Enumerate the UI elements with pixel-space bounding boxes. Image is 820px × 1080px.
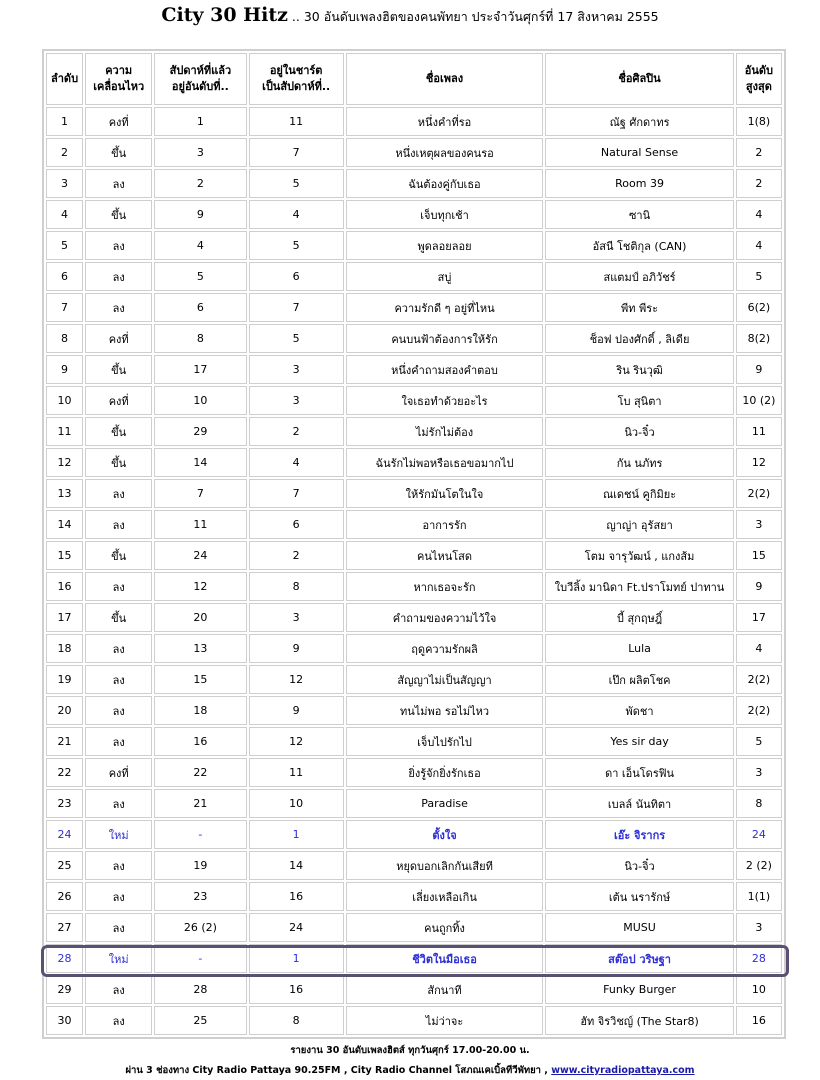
cell-rank: 26 — [46, 882, 83, 911]
cell-rank: 12 — [46, 448, 83, 477]
cell-song: ความรักดี ๆ อยู่ที่ไหน — [346, 293, 544, 322]
header-peak: อันดับ สูงสุด — [736, 53, 782, 105]
cell-rank: 11 — [46, 417, 83, 446]
cell-last-week: 19 — [154, 851, 246, 880]
cell-movement: ลง — [85, 975, 152, 1004]
cell-peak: 2 — [736, 169, 782, 198]
cell-rank: 17 — [46, 603, 83, 632]
table-row — [46, 851, 782, 880]
cell-weeks-on-chart: 2 — [249, 541, 344, 570]
cell-artist: ณเดชน์ คูกิมิยะ — [545, 479, 734, 508]
cell-artist: เบลล์ นันทิตา — [545, 789, 734, 818]
cell-movement: ลง — [85, 510, 152, 539]
cell-rank: 13 — [46, 479, 83, 508]
cell-rank: 9 — [46, 355, 83, 384]
cell-song: หนึ่งคำถามสองคำตอบ — [346, 355, 544, 384]
cell-song: ให้รักมันโตในใจ — [346, 479, 544, 508]
cell-weeks-on-chart: 6 — [249, 262, 344, 291]
cell-rank: 29 — [46, 975, 83, 1004]
cell-rank: 10 — [46, 386, 83, 415]
table-row — [46, 355, 782, 384]
cell-movement: ขึ้น — [85, 541, 152, 570]
cell-peak: 8 — [736, 789, 782, 818]
table-row — [46, 293, 782, 322]
cell-rank: 16 — [46, 572, 83, 601]
cell-last-week: 18 — [154, 696, 246, 725]
cell-movement: ลง — [85, 231, 152, 260]
title-subtitle: .. 30 อันดับเพลงฮิตของคนพัทยา ประจำวันศุกร์ที่ 17 สิงหาคม 2555 — [287, 9, 659, 24]
cell-artist: พีท พีระ — [545, 293, 734, 322]
cell-weeks-on-chart: 24 — [249, 913, 344, 942]
cell-movement: ลง — [85, 572, 152, 601]
cell-peak: 1(8) — [736, 107, 782, 136]
header-rank: ลำดับ — [46, 53, 83, 105]
cell-last-week: 4 — [154, 231, 246, 260]
cell-peak: 4 — [736, 231, 782, 260]
cell-artist: อัสนี โชติกุล (CAN) — [545, 231, 734, 260]
table-row — [46, 727, 782, 756]
cell-rank: 5 — [46, 231, 83, 260]
cell-artist: Funky Burger — [545, 975, 734, 1004]
cell-last-week: 16 — [154, 727, 246, 756]
cell-movement: ลง — [85, 665, 152, 694]
cell-weeks-on-chart: 11 — [249, 107, 344, 136]
cell-artist: สต๊อป วริษฐา — [545, 944, 734, 973]
cell-last-week: 13 — [154, 634, 246, 663]
cell-rank: 28 — [46, 944, 83, 973]
cell-rank: 3 — [46, 169, 83, 198]
cell-artist: Yes sir day — [545, 727, 734, 756]
cell-peak: 16 — [736, 1006, 782, 1035]
title-brand: City 30 Hitz — [161, 4, 288, 26]
footer-website-link[interactable]: www.cityradiopattaya.com — [551, 1065, 695, 1076]
cell-weeks-on-chart: 5 — [249, 231, 344, 260]
cell-song: พูดลอยลอย — [346, 231, 544, 260]
cell-movement: ลง — [85, 169, 152, 198]
cell-last-week: 14 — [154, 448, 246, 477]
cell-movement: ลง — [85, 293, 152, 322]
cell-song: คนบนฟ้าต้องการให้รัก — [346, 324, 544, 353]
cell-peak: 3 — [736, 913, 782, 942]
cell-movement: ลง — [85, 479, 152, 508]
cell-peak: 24 — [736, 820, 782, 849]
cell-last-week: 3 — [154, 138, 246, 167]
cell-artist: เต้น นรารักษ์ — [545, 882, 734, 911]
cell-peak: 10 — [736, 975, 782, 1004]
cell-artist: MUSU — [545, 913, 734, 942]
cell-artist: พัดชา — [545, 696, 734, 725]
cell-artist: โบ สุนิตา — [545, 386, 734, 415]
cell-weeks-on-chart: 7 — [249, 138, 344, 167]
cell-rank: 27 — [46, 913, 83, 942]
cell-peak: 9 — [736, 572, 782, 601]
cell-last-week: 15 — [154, 665, 246, 694]
cell-peak: 5 — [736, 727, 782, 756]
cell-last-week: 10 — [154, 386, 246, 415]
table-row — [46, 665, 782, 694]
cell-song: ชีวิตในมือเธอ — [346, 944, 544, 973]
cell-weeks-on-chart: 6 — [249, 510, 344, 539]
cell-artist: นิว-จิ๋ว — [545, 851, 734, 880]
table-row — [46, 417, 782, 446]
cell-song: ไม่ว่าจะ — [346, 1006, 544, 1035]
cell-peak: 3 — [736, 510, 782, 539]
cell-song: ฤดูความรักผลิ — [346, 634, 544, 663]
cell-movement: ลง — [85, 262, 152, 291]
table-row — [46, 262, 782, 291]
cell-movement: ขึ้น — [85, 200, 152, 229]
cell-artist: สแตมป์ อภิวัชร์ — [545, 262, 734, 291]
cell-movement: ลง — [85, 1006, 152, 1035]
cell-weeks-on-chart: 1 — [249, 944, 344, 973]
cell-last-week: 25 — [154, 1006, 246, 1035]
cell-song: คำถามของความไว้ใจ — [346, 603, 544, 632]
cell-rank: 22 — [46, 758, 83, 787]
cell-song: หนึ่งคำที่รอ — [346, 107, 544, 136]
cell-song: ทนไม่พอ รอไม่ไหว — [346, 696, 544, 725]
cell-rank: 23 — [46, 789, 83, 818]
cell-artist: ฮัท จิรวิชญ์ (The Star8) — [545, 1006, 734, 1035]
cell-rank: 1 — [46, 107, 83, 136]
table-row — [46, 169, 782, 198]
cell-weeks-on-chart: 12 — [249, 665, 344, 694]
cell-weeks-on-chart: 5 — [249, 169, 344, 198]
cell-last-week: - — [154, 944, 246, 973]
cell-artist: ซานิ — [545, 200, 734, 229]
cell-rank: 8 — [46, 324, 83, 353]
cell-peak: 2 — [736, 138, 782, 167]
cell-song: Paradise — [346, 789, 544, 818]
cell-rank: 7 — [46, 293, 83, 322]
cell-peak: 11 — [736, 417, 782, 446]
header-song: ชื่อเพลง — [346, 53, 544, 105]
cell-rank: 21 — [46, 727, 83, 756]
cell-song: ไม่รักไม่ต้อง — [346, 417, 544, 446]
cell-peak: 8(2) — [736, 324, 782, 353]
cell-artist: Natural Sense — [545, 138, 734, 167]
cell-last-week: 1 — [154, 107, 246, 136]
cell-artist: เป๊ก ผลิตโชค — [545, 665, 734, 694]
cell-weeks-on-chart: 4 — [249, 200, 344, 229]
cell-last-week: 24 — [154, 541, 246, 570]
cell-weeks-on-chart: 7 — [249, 293, 344, 322]
highlight-box-row-28 — [41, 945, 789, 977]
cell-movement: ลง — [85, 882, 152, 911]
cell-weeks-on-chart: 3 — [249, 603, 344, 632]
cell-movement: ลง — [85, 851, 152, 880]
cell-weeks-on-chart: 1 — [249, 820, 344, 849]
cell-peak: 2(2) — [736, 696, 782, 725]
cell-weeks-on-chart: 3 — [249, 386, 344, 415]
cell-last-week: 12 — [154, 572, 246, 601]
chart-table — [44, 51, 784, 1037]
cell-song: ใจเธอทำด้วยอะไร — [346, 386, 544, 415]
cell-weeks-on-chart: 16 — [249, 975, 344, 1004]
table-row — [46, 696, 782, 725]
cell-rank: 14 — [46, 510, 83, 539]
cell-movement: ใหม่ — [85, 820, 152, 849]
cell-last-week: 8 — [154, 324, 246, 353]
cell-peak: 6(2) — [736, 293, 782, 322]
cell-song: คนไหนโสด — [346, 541, 544, 570]
cell-peak: 17 — [736, 603, 782, 632]
cell-last-week: 20 — [154, 603, 246, 632]
cell-artist: ญาญ่า อุรัสยา — [545, 510, 734, 539]
table-row — [46, 603, 782, 632]
table-row — [46, 975, 782, 1004]
cell-artist: Room 39 — [545, 169, 734, 198]
cell-peak: 28 — [736, 944, 782, 973]
cell-last-week: 2 — [154, 169, 246, 198]
cell-song: ยิ่งรู้จักยิ่งรักเธอ — [346, 758, 544, 787]
cell-movement: คงที่ — [85, 324, 152, 353]
cell-weeks-on-chart: 9 — [249, 696, 344, 725]
table-row — [46, 820, 782, 849]
cell-artist: ณัฐ ศักดาทร — [545, 107, 734, 136]
cell-rank: 2 — [46, 138, 83, 167]
cell-movement: ขึ้น — [85, 138, 152, 167]
table-row — [46, 231, 782, 260]
cell-movement: คงที่ — [85, 107, 152, 136]
cell-artist: ช็อฟ ปองศักดิ์ , ลิเดีย — [545, 324, 734, 353]
page-title — [0, 4, 820, 27]
table-row — [46, 572, 782, 601]
table-row — [46, 758, 782, 787]
footer-channels: ผ่าน 3 ช่องทาง City Radio Pattaya 90.25FM , City Radio Channel โสภณเคเบิ้ลทีวีพัทยา , — [125, 1065, 552, 1076]
footer-line-2 — [0, 1063, 820, 1078]
cell-song: หนึ่งเหตุผลของคนรอ — [346, 138, 544, 167]
cell-movement: คงที่ — [85, 758, 152, 787]
table-row — [46, 324, 782, 353]
cell-rank: 20 — [46, 696, 83, 725]
cell-song: สักนาที — [346, 975, 544, 1004]
cell-last-week: 5 — [154, 262, 246, 291]
cell-song: ฉันต้องคู่กับเธอ — [346, 169, 544, 198]
cell-movement: ลง — [85, 913, 152, 942]
cell-artist: Lula — [545, 634, 734, 663]
cell-rank: 24 — [46, 820, 83, 849]
cell-song: ฉันรักไม่พอหรือเธอขอมากไป — [346, 448, 544, 477]
table-row — [46, 448, 782, 477]
cell-peak: 5 — [736, 262, 782, 291]
cell-peak: 4 — [736, 634, 782, 663]
cell-artist: บี้ สุกฤษฎิ์ — [545, 603, 734, 632]
cell-peak: 12 — [736, 448, 782, 477]
cell-rank: 15 — [46, 541, 83, 570]
table-row — [46, 386, 782, 415]
table-row — [46, 107, 782, 136]
cell-weeks-on-chart: 10 — [249, 789, 344, 818]
cell-movement: คงที่ — [85, 386, 152, 415]
cell-song: หยุดบอกเลิกกันเสียที — [346, 851, 544, 880]
cell-movement: ขึ้น — [85, 417, 152, 446]
cell-last-week: 29 — [154, 417, 246, 446]
cell-artist: เอ๊ะ จิรากร — [545, 820, 734, 849]
cell-weeks-on-chart: 14 — [249, 851, 344, 880]
cell-song: สบู่ — [346, 262, 544, 291]
table-row — [46, 1006, 782, 1035]
cell-weeks-on-chart: 12 — [249, 727, 344, 756]
cell-weeks-on-chart: 8 — [249, 1006, 344, 1035]
cell-song: สัญญาไม่เป็นสัญญา — [346, 665, 544, 694]
cell-rank: 25 — [46, 851, 83, 880]
cell-artist: กัน นภัทร — [545, 448, 734, 477]
table-row — [46, 634, 782, 663]
cell-weeks-on-chart: 7 — [249, 479, 344, 508]
cell-rank: 30 — [46, 1006, 83, 1035]
table-row — [46, 510, 782, 539]
cell-last-week: - — [154, 820, 246, 849]
cell-artist: นิว-จิ๋ว — [545, 417, 734, 446]
cell-movement: ลง — [85, 789, 152, 818]
cell-peak: 2(2) — [736, 665, 782, 694]
cell-peak: 2(2) — [736, 479, 782, 508]
cell-weeks-on-chart: 11 — [249, 758, 344, 787]
cell-song: คนถูกทิ้ง — [346, 913, 544, 942]
cell-last-week: 17 — [154, 355, 246, 384]
cell-last-week: 6 — [154, 293, 246, 322]
cell-peak: 4 — [736, 200, 782, 229]
cell-movement: ขึ้น — [85, 355, 152, 384]
table-row — [46, 138, 782, 167]
cell-last-week: 11 — [154, 510, 246, 539]
cell-song: เจ็บไปรักไป — [346, 727, 544, 756]
header-last-week: สัปดาห์ที่แล้ว อยู่อันดับที่.. — [154, 53, 246, 105]
cell-weeks-on-chart: 9 — [249, 634, 344, 663]
header-movement: ความ เคลื่อนไหว — [85, 53, 152, 105]
cell-song: เจ็บทุกเช้า — [346, 200, 544, 229]
table-row — [46, 913, 782, 942]
cell-weeks-on-chart: 3 — [249, 355, 344, 384]
cell-last-week: 9 — [154, 200, 246, 229]
cell-weeks-on-chart: 4 — [249, 448, 344, 477]
cell-movement: ลง — [85, 696, 152, 725]
table-row — [46, 882, 782, 911]
cell-song: เลี่ยงเหลือเกิน — [346, 882, 544, 911]
table-row — [46, 479, 782, 508]
cell-movement: ขึ้น — [85, 603, 152, 632]
footer-line-1: รายงาน 30 อันดับเพลงฮิตส์ ทุกวันศุกร์ 17.00-20.00 น. — [290, 1045, 530, 1056]
cell-song: หากเธอจะรัก — [346, 572, 544, 601]
cell-peak: 1(1) — [736, 882, 782, 911]
cell-last-week: 22 — [154, 758, 246, 787]
cell-movement: ใหม่ — [85, 944, 152, 973]
table-row — [46, 541, 782, 570]
cell-rank: 6 — [46, 262, 83, 291]
chart-table-container — [42, 49, 786, 1039]
cell-song: ตั้งใจ — [346, 820, 544, 849]
cell-artist: ใบวีลิ้ง มานิดา Ft.ปราโมทย์ ปาทาน — [545, 572, 734, 601]
table-header-row — [46, 53, 782, 105]
cell-peak: 10 (2) — [736, 386, 782, 415]
table-body — [46, 107, 782, 1035]
table-row — [46, 200, 782, 229]
cell-peak: 3 — [736, 758, 782, 787]
cell-movement: ลง — [85, 727, 152, 756]
table-row — [46, 789, 782, 818]
cell-artist: ดา เอ็นโดรฟิน — [545, 758, 734, 787]
cell-weeks-on-chart: 5 — [249, 324, 344, 353]
cell-peak: 15 — [736, 541, 782, 570]
cell-rank: 19 — [46, 665, 83, 694]
cell-last-week: 28 — [154, 975, 246, 1004]
cell-movement: ลง — [85, 634, 152, 663]
cell-last-week: 26 (2) — [154, 913, 246, 942]
cell-weeks-on-chart: 2 — [249, 417, 344, 446]
cell-weeks-on-chart: 16 — [249, 882, 344, 911]
cell-weeks-on-chart: 8 — [249, 572, 344, 601]
cell-last-week: 21 — [154, 789, 246, 818]
header-artist: ชื่อศิลปิน — [545, 53, 734, 105]
header-weeks-on-chart: อยู่ในชาร์ต เป็นสัปดาห์ที่.. — [249, 53, 344, 105]
cell-last-week: 7 — [154, 479, 246, 508]
cell-peak: 2 (2) — [736, 851, 782, 880]
cell-last-week: 23 — [154, 882, 246, 911]
cell-rank: 18 — [46, 634, 83, 663]
cell-rank: 4 — [46, 200, 83, 229]
cell-peak: 9 — [736, 355, 782, 384]
cell-artist: โตม จารุวัฒน์ , แกงส้ม — [545, 541, 734, 570]
cell-artist: ริน รินวุฒิ — [545, 355, 734, 384]
cell-song: อาการรัก — [346, 510, 544, 539]
cell-movement: ขึ้น — [85, 448, 152, 477]
